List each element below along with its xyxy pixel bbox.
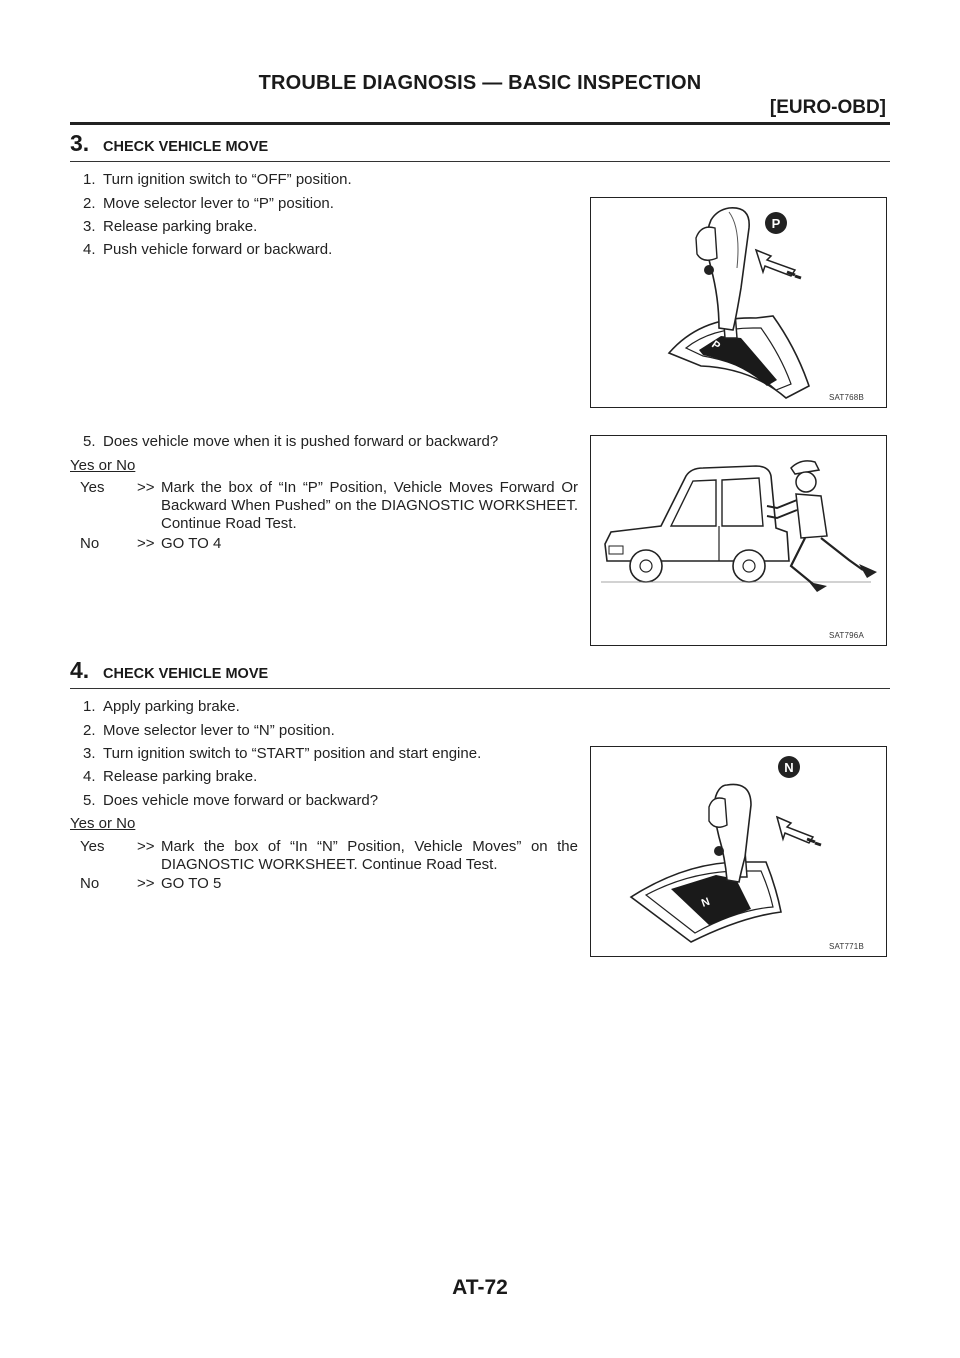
- figure-selector-lever-p: [590, 197, 887, 408]
- header-rule: [70, 122, 890, 125]
- page-title: TROUBLE DIAGNOSIS — BASIC INSPECTION: [258, 72, 702, 94]
- section-3-title: CHECK VEHICLE MOVE: [103, 139, 269, 155]
- section-4-heading: [70, 657, 890, 687]
- section-4-number: 4.: [70, 657, 90, 683]
- s3-step-2: 2. Move selector lever to “P” position.: [83, 195, 334, 212]
- section-4-rule: [70, 688, 890, 689]
- s4-answer-yes: Yes >> Mark the box of “In “N” Position, Vehicle Moves” on the DIAGNOSTIC WORKSHEET. Continue Road Test.: [80, 838, 578, 873]
- s4-step-4: 4. Release parking brake.: [83, 768, 258, 785]
- selector-lever-p-illustration: [591, 198, 888, 409]
- s4-step-3: 3. Turn ignition switch to “START” position and start engine.: [83, 745, 482, 762]
- page-number: AT-72: [452, 1276, 508, 1299]
- s3-answer-yes: Yes >> Mark the box of “In “P” Position, Vehicle Moves Forward Or Backward When Pushed” on the DIAGNOSTIC WORKSHEET. Continue Road Test.: [80, 479, 578, 532]
- svg-text:N: N: [699, 895, 712, 910]
- s3-step-5: 5. Does vehicle move when it is pushed forward or backward?: [83, 433, 499, 450]
- s3-step-3: 3. Release parking brake.: [83, 218, 258, 235]
- figure-1-code: SAT768B: [828, 393, 864, 402]
- s3-step-1: 1. Turn ignition switch to “OFF” position.: [83, 171, 352, 188]
- section-3-number: 3.: [70, 130, 90, 156]
- figure-2-code: SAT796A: [828, 631, 864, 640]
- figure-selector-lever-n: [590, 746, 887, 957]
- s3-yes-or-no: Yes or No: [70, 457, 136, 474]
- section-4-title: CHECK VEHICLE MOVE: [103, 666, 269, 682]
- svg-text:P: P: [771, 216, 781, 231]
- selector-lever-n-illustration: [591, 747, 888, 958]
- section-tag: [EURO-OBD]: [769, 97, 886, 118]
- s4-step-5: 5. Does vehicle move forward or backward?: [83, 792, 379, 809]
- section-3-rule: [70, 161, 890, 162]
- vehicle-push-illustration: [591, 436, 888, 647]
- svg-text:N: N: [784, 760, 794, 775]
- s4-answer-no: No >> GO TO 5: [80, 875, 222, 892]
- figure-vehicle-push: [590, 435, 887, 646]
- s4-yes-or-no: Yes or No: [70, 815, 136, 832]
- section-3-heading: [70, 130, 890, 160]
- figure-3-code: SAT771B: [828, 942, 864, 951]
- s4-step-2: 2. Move selector lever to “N” position.: [83, 722, 335, 739]
- s4-step-1: 1. Apply parking brake.: [83, 698, 240, 715]
- s3-answer-no: No >> GO TO 4: [80, 535, 222, 552]
- svg-text:P: P: [709, 338, 723, 353]
- s3-step-4: 4. Push vehicle forward or backward.: [83, 241, 333, 258]
